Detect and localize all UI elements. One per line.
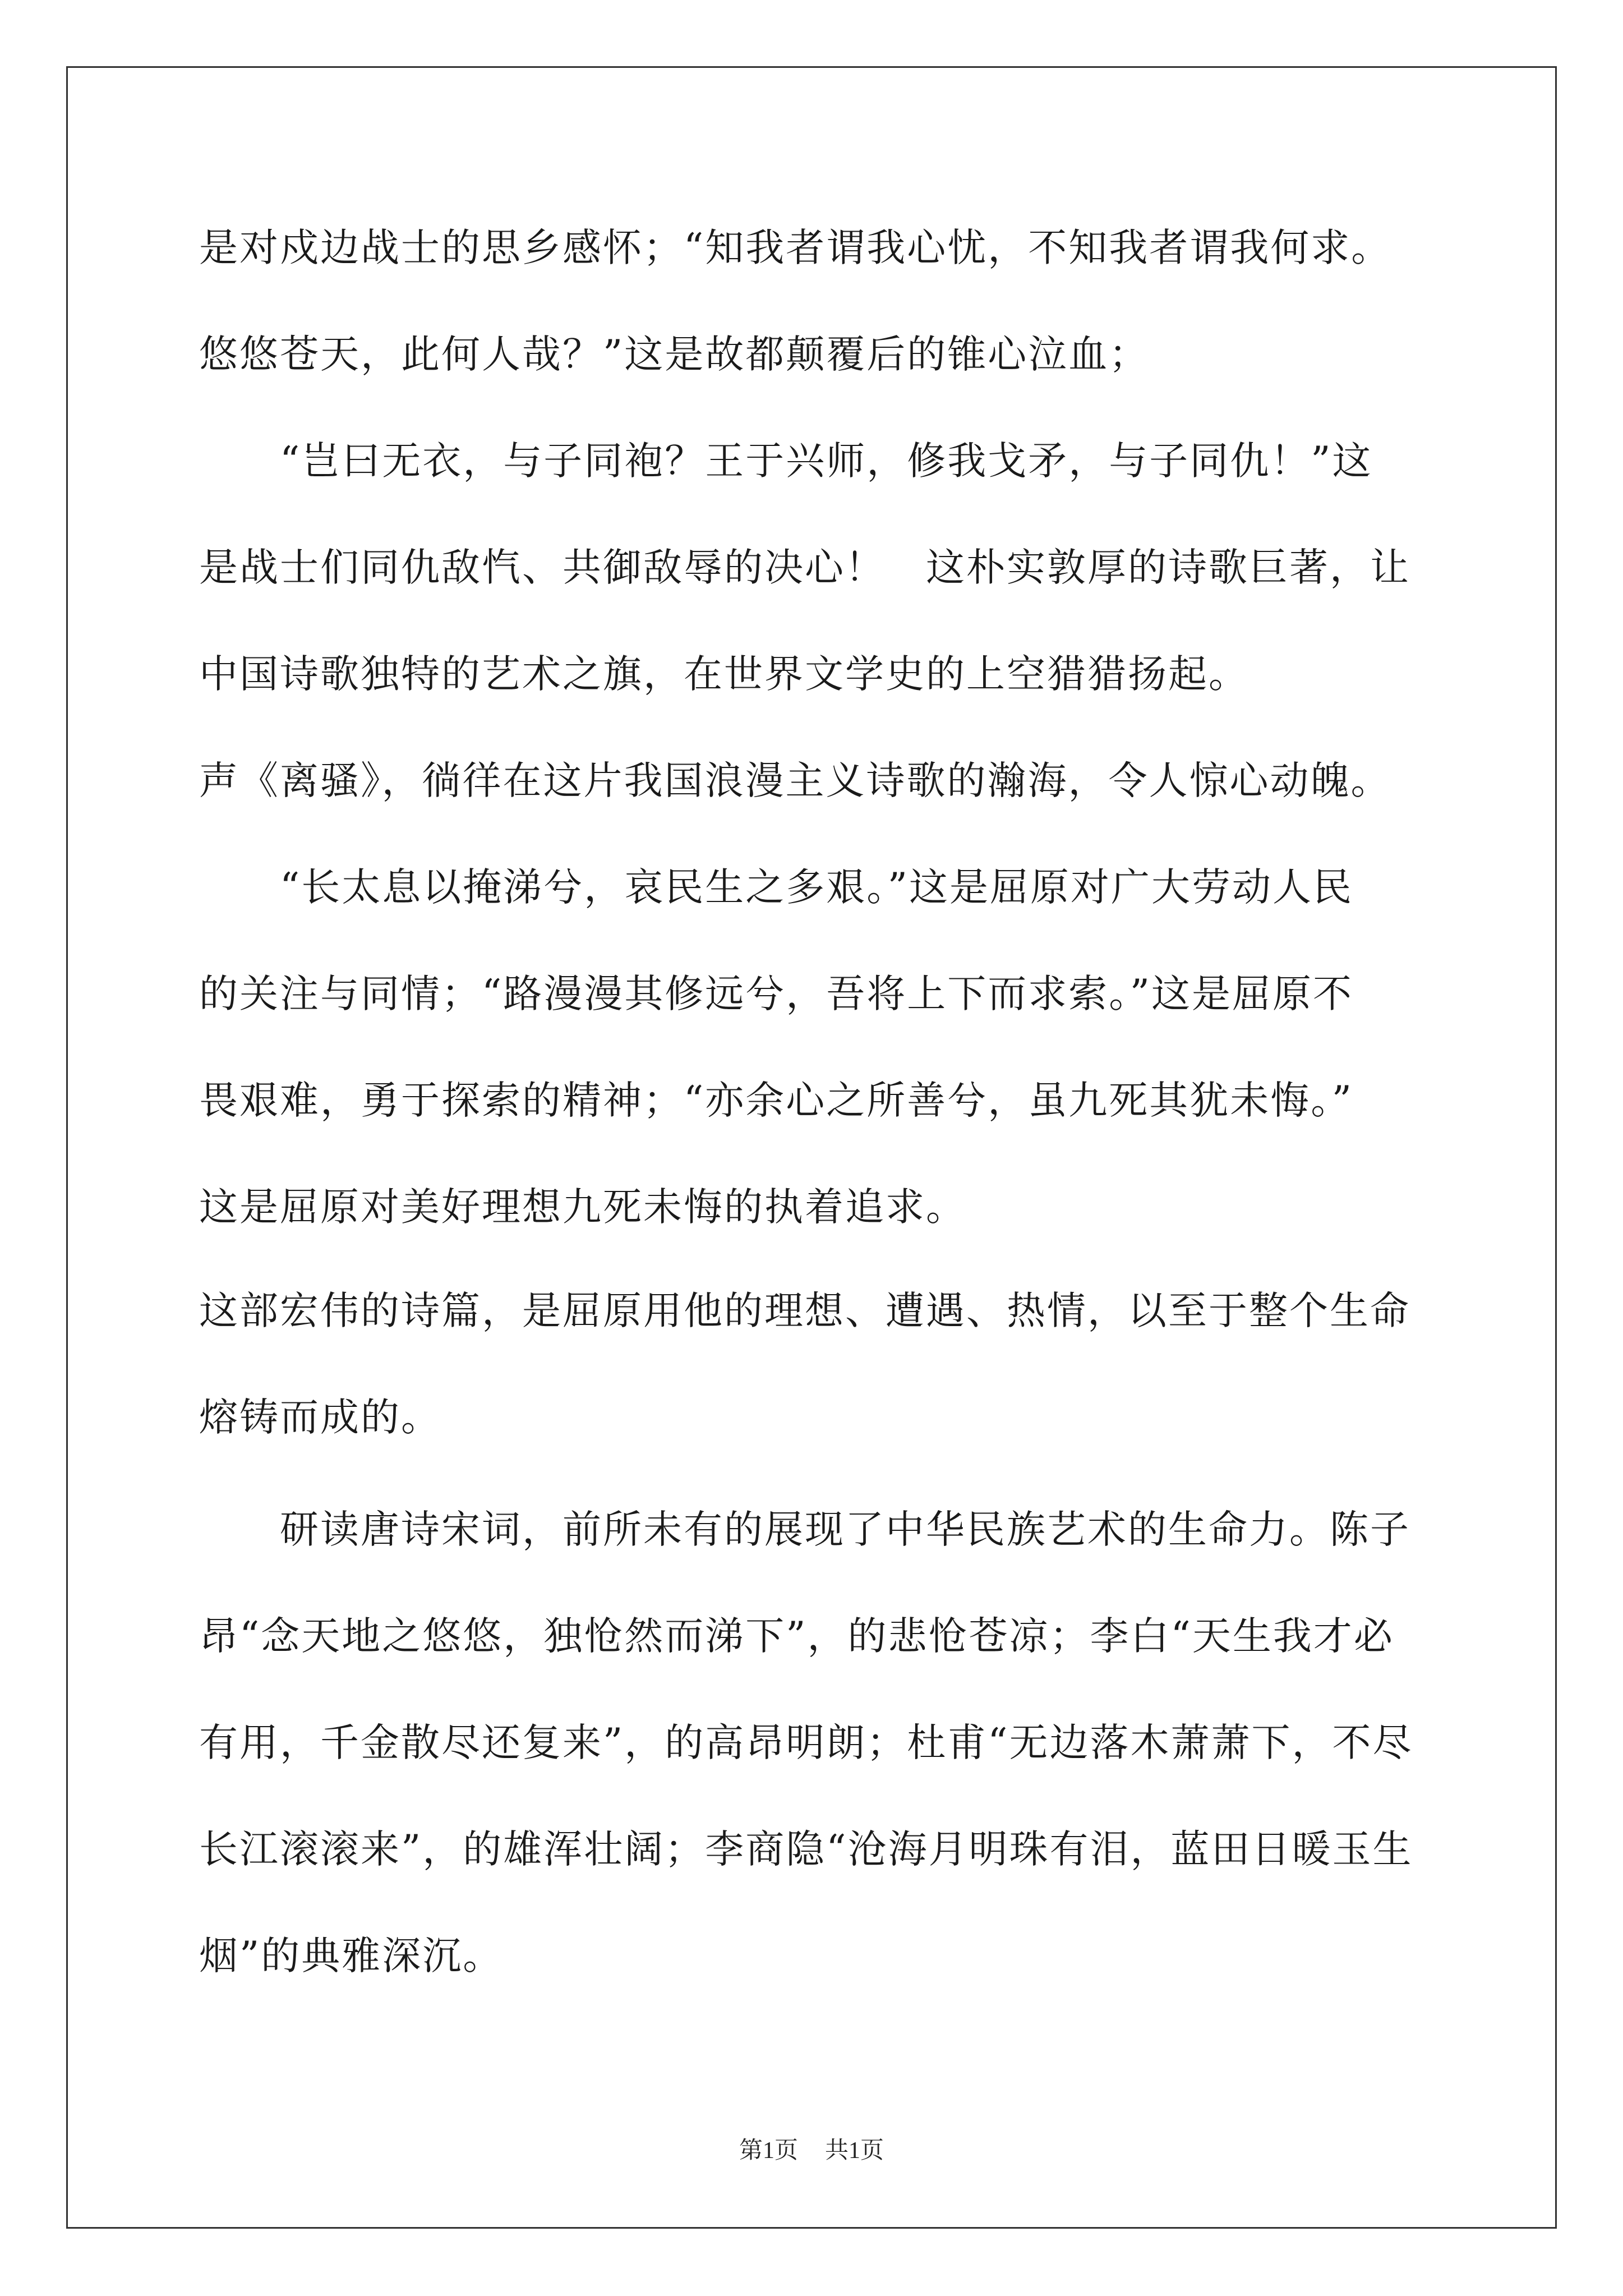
text-line-8: 的关注与同情；“路漫漫其修远兮，吾将上下而求索。”这是屈原不 [199, 972, 1354, 1016]
text-line-16: 长江滚滚来”，的雄浑壮阔；李商隐“沧海月明珠有泪，蓝田日暖玉生 [199, 1827, 1413, 1872]
text-line-7: “长太息以掩涕兮，哀民生之多艰。”这是屈原对广大劳动人民 [199, 865, 1354, 910]
text-line-5: 中国诗歌独特的艺术之旗，在世界文学史的上空猎猎扬起。 [199, 652, 1249, 697]
page-number: 第1页 [739, 2138, 798, 2164]
text-line-3: “岂曰无衣，与子同袍？王于兴师，修我戈矛，与子同仇！”这 [199, 439, 1373, 484]
text-line-15: 有用，千金散尽还复来”，的高昂明朗；杜甫“无边落木萧萧下，不尽 [199, 1720, 1413, 1765]
text-line-4: 是战士们同仇敌忾、共御敌辱的决心！ 这朴实敦厚的诗歌巨著，让 [199, 545, 1410, 590]
page-total: 共1页 [825, 2138, 884, 2164]
text-line-12: 熔铸而成的。 [199, 1395, 441, 1440]
text-line-13: 研读唐诗宋词，前所未有的展现了中华民族艺术的生命力。陈子 [199, 1507, 1410, 1552]
text-line-10: 这是屈原对美好理想九死未悔的执着追求。 [199, 1185, 966, 1230]
text-line-6: 声《离骚》，徜徉在这片我国浪漫主义诗歌的瀚海，令人惊心动魄。 [199, 758, 1391, 803]
text-line-11: 这部宏伟的诗篇，是屈原用他的理想、遭遇、热情，以至于整个生命 [199, 1289, 1410, 1333]
text-line-1: 是对戍边战士的思乡感怀；“知我者谓我心忧，不知我者谓我何求。 [199, 226, 1392, 270]
text-line-14: 昂“念天地之悠悠，独怆然而涕下”，的悲怆苍凉；李白“天生我才必 [199, 1614, 1394, 1659]
page-footer [0, 2132, 1623, 2165]
text-line-17: 烟”的典雅深沉。 [199, 1934, 504, 1978]
text-line-2: 悠悠苍天，此何人哉？”这是故都颠覆后的锥心泣血； [199, 332, 1150, 377]
text-line-9: 畏艰难，勇于探索的精神；“亦余心之所善兮，虽九死其犹未悔。” [199, 1078, 1354, 1123]
page-border [66, 66, 1557, 2229]
